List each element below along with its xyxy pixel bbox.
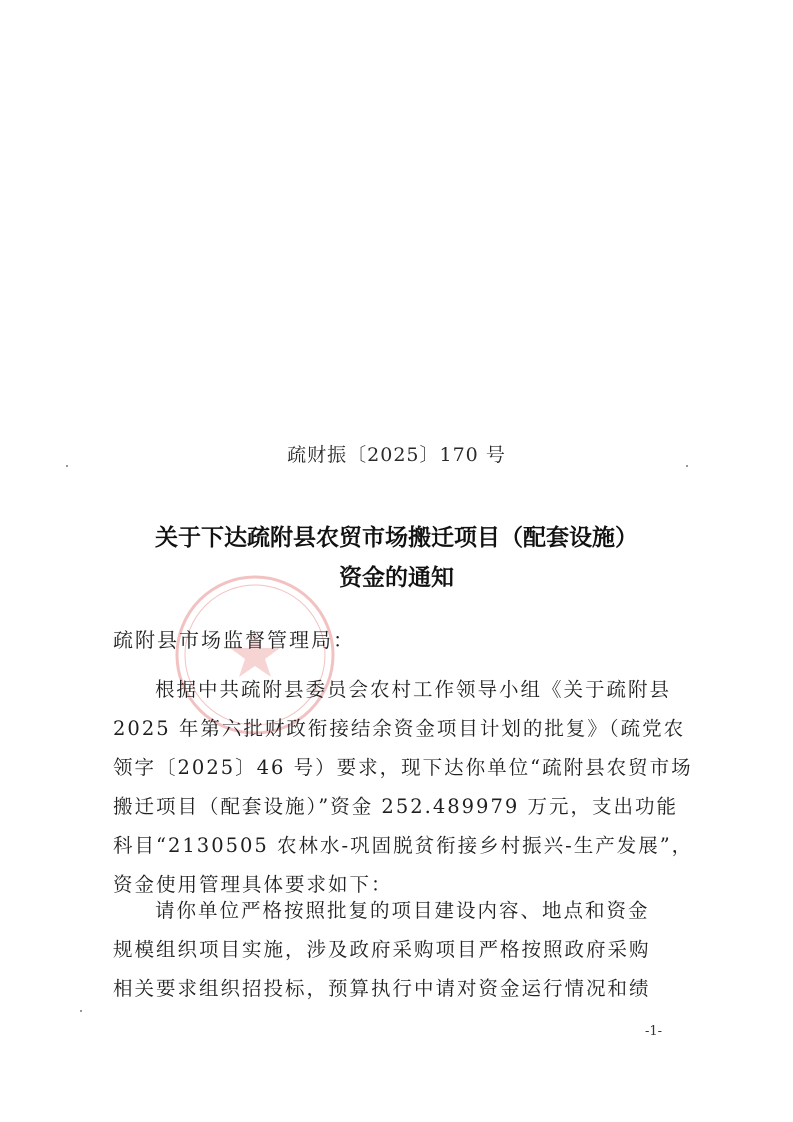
paragraph-line: 搬迁项目（配套设施）”资金 252.489979 万元，支出功能 <box>113 795 678 818</box>
title-line-1: 关于下达疏附县农贸市场搬迁项目（配套设施） <box>155 525 638 551</box>
salutation: 疏附县市场监督管理局： <box>113 628 355 652</box>
paragraph-line: 根据中共疏附县委员会农村工作领导小组《关于疏附县 <box>155 678 672 701</box>
document-title <box>0 518 793 598</box>
paragraph-line: 规模组织项目实施，涉及政府采购项目严格按照政府采购 <box>113 938 651 961</box>
title-line-2: 资金的通知 <box>339 565 454 591</box>
scan-speck <box>66 465 68 467</box>
paragraph-line: 请你单位严格按照批复的项目建设内容、地点和资金 <box>155 899 650 922</box>
scan-speck <box>686 465 688 467</box>
page-number: -1- <box>645 1024 663 1039</box>
body-paragraph-1 <box>113 670 694 904</box>
document-number: 疏财振〔2025〕170 号 <box>287 444 506 466</box>
paragraph-line: 2025 年第六批财政衔接结余资金项目计划的批复》（疏党农 <box>113 717 686 740</box>
body-paragraph-2 <box>113 891 673 1008</box>
paragraph-line: 领字〔2025〕46 号）要求，现下达你单位“疏附县农贸市场 <box>113 756 693 779</box>
paragraph-line: 资金使用管理具体要求如下： <box>113 873 393 896</box>
scan-speck <box>80 1010 82 1012</box>
paragraph-line: 相关要求组织招投标，预算执行中请对资金运行情况和绩 <box>113 977 651 1000</box>
paragraph-line: 科目“2130505 农林水-巩固脱贫衔接乡村振兴-生产发展”， <box>113 834 694 857</box>
